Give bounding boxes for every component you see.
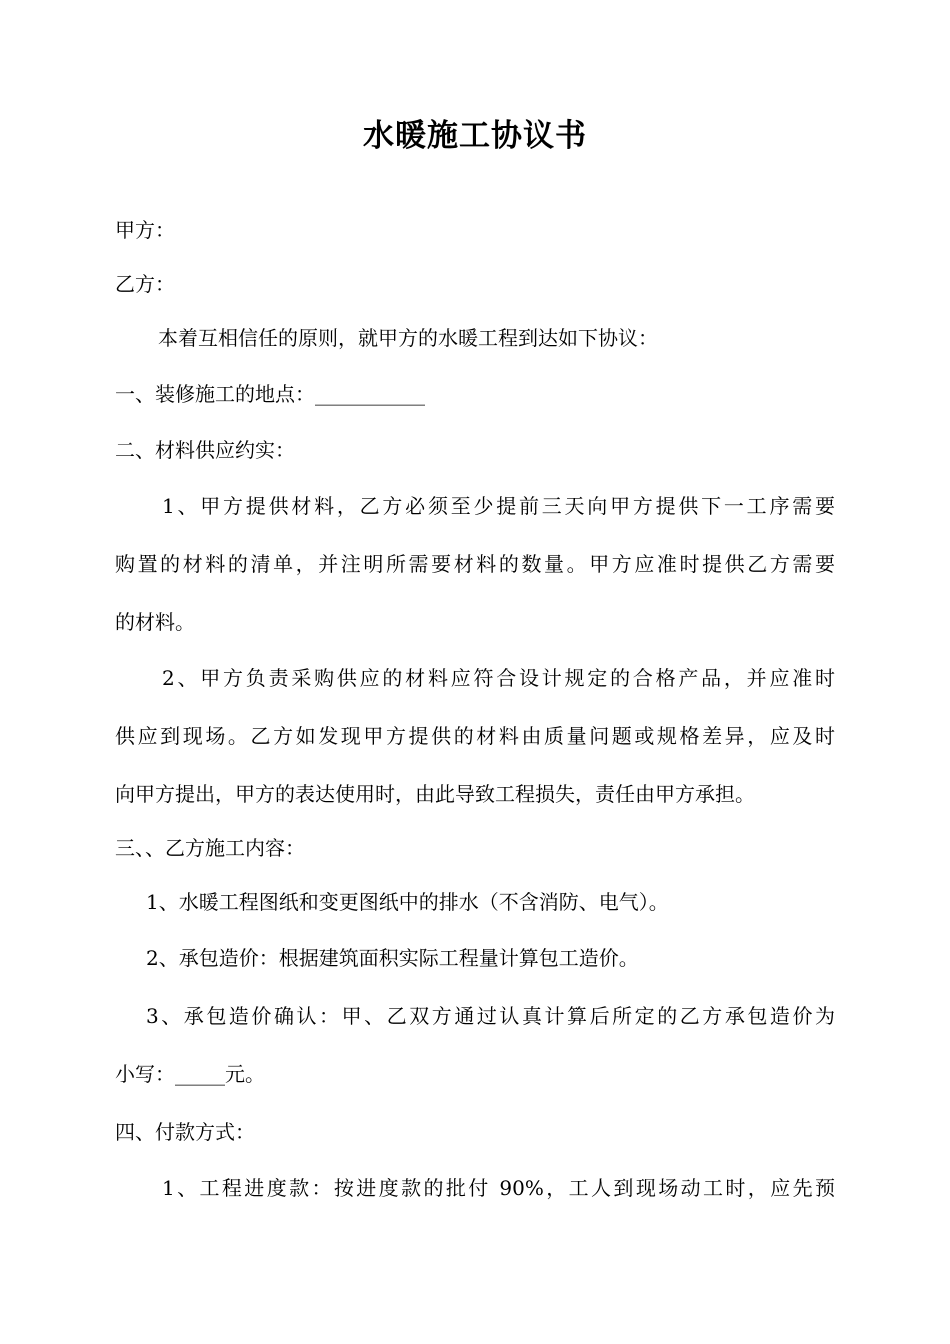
section-2-item-1-line-2: 购置的材料的清单，并注明所需要材料的数量。甲方应准时提供乙方需要	[115, 552, 835, 576]
section-3-heading: 三、、乙方施工内容：	[115, 836, 305, 860]
intro-paragraph: 本着互相信任的原则，就甲方的水暖工程到达如下协议：	[158, 326, 658, 350]
section-3-item-2: 2、承包造价：根据建筑面积实际工程量计算包工造价。	[146, 946, 639, 970]
section-1-location	[115, 378, 425, 410]
section-4-heading: 四、付款方式：	[115, 1120, 255, 1144]
section-2-heading: 二、材料供应约实：	[115, 438, 295, 462]
price-blank: _____	[175, 1062, 225, 1086]
document-title: 水暖施工协议书	[363, 118, 587, 154]
price-suffix: 元。	[225, 1062, 265, 1086]
section-2-item-2-line-3: 向甲方提出，甲方的表达使用时，由此导致工程损失，责任由甲方承担。	[115, 782, 755, 806]
party-a-label: 甲方：	[115, 218, 175, 242]
section-2-item-1-line-1: 1、甲方提供材料，乙方必须至少提前三天向甲方提供下一工序需要	[162, 494, 835, 518]
section-2-item-1-line-3: 的材料。	[115, 610, 195, 634]
section-4-item-1-line-1: 1、工程进度款：按进度款的批付 90%，工人到现场动工时，应先预	[162, 1176, 835, 1200]
section-2-item-2-line-2: 供应到现场。乙方如发现甲方提供的材料由质量问题或规格差异，应及时	[115, 724, 835, 748]
party-b-label: 乙方：	[115, 272, 175, 296]
section-3-item-3-line-1: 3、承包造价确认：甲、乙双方通过认真计算后所定的乙方承包造价为	[146, 1004, 835, 1028]
price-prefix: 小写：	[115, 1062, 175, 1086]
section-2-item-2-line-1: 2、甲方负责采购供应的材料应符合设计规定的合格产品，并应准时	[162, 666, 835, 690]
section-3-item-1: 1、水暖工程图纸和变更图纸中的排水（不含消防、电气）。	[146, 890, 669, 914]
section-3-item-3-line-2	[115, 1058, 265, 1090]
location-blank: ___________	[315, 382, 425, 406]
section-1-label: 一、装修施工的地点：	[115, 382, 315, 406]
